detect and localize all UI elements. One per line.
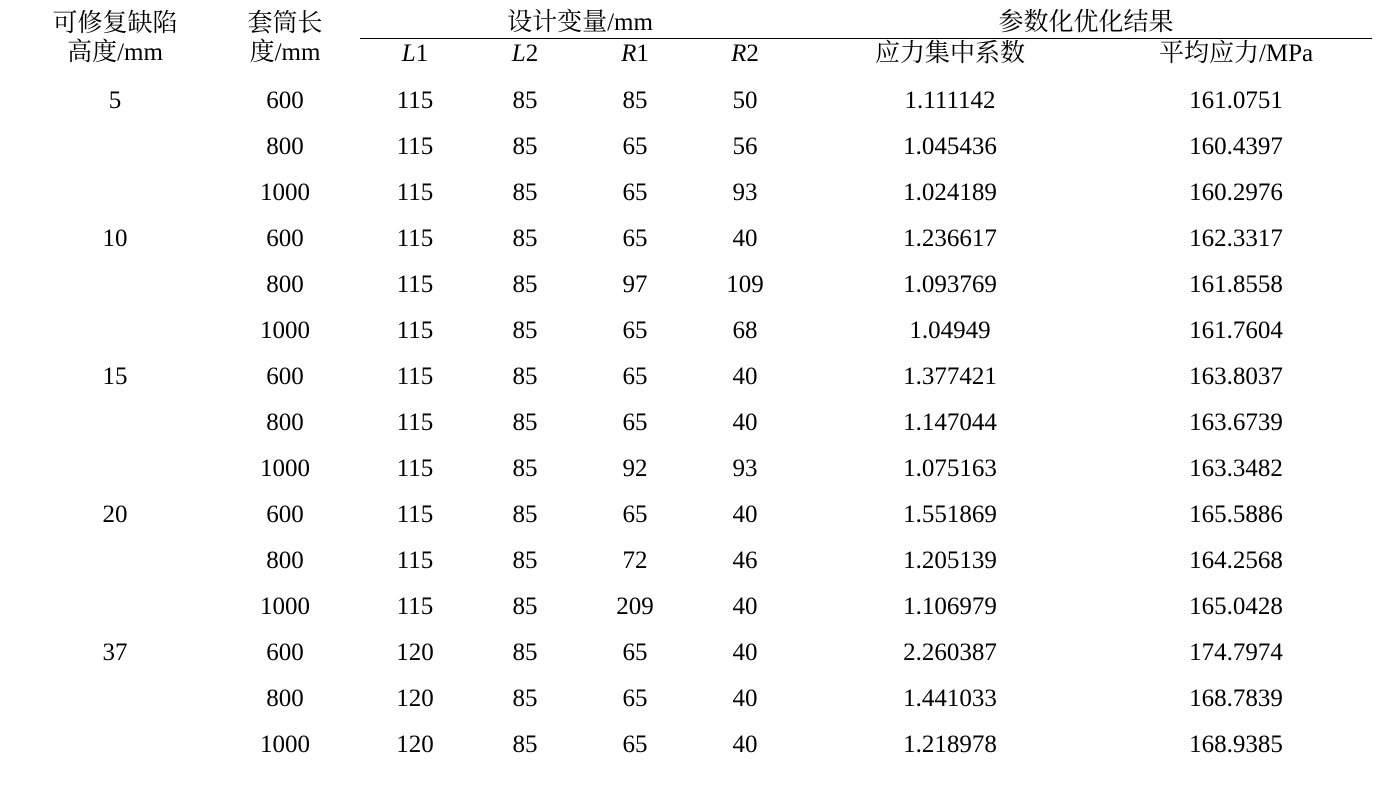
table-row xyxy=(20,308,1372,354)
cell-L1: 120 xyxy=(396,639,434,667)
cell-L2: 85 xyxy=(512,547,538,575)
cell-L2: 85 xyxy=(512,87,538,115)
cell-L2: 85 xyxy=(512,639,538,667)
cell-sleeve-length: 600 xyxy=(266,87,304,115)
cell-R1: 65 xyxy=(622,363,648,391)
cell-defect-height: 37 xyxy=(102,639,128,667)
cell-average-stress: 174.7974 xyxy=(1189,639,1283,667)
cell-L1: 115 xyxy=(396,179,434,207)
table-row xyxy=(20,446,1372,492)
cell-sleeve-length: 800 xyxy=(266,685,304,713)
cell-L2: 85 xyxy=(512,409,538,437)
cell-stress-concentration: 1.111142 xyxy=(904,87,996,115)
cell-average-stress: 160.2976 xyxy=(1189,179,1283,207)
table-row xyxy=(20,630,1372,676)
cell-average-stress: 168.9385 xyxy=(1189,731,1283,759)
cell-L2: 85 xyxy=(512,363,538,391)
cell-defect-height: 5 xyxy=(108,87,122,115)
cell-sleeve-length: 1000 xyxy=(260,593,310,621)
cell-L1: 120 xyxy=(396,685,434,713)
cell-stress-concentration: 1.075163 xyxy=(903,455,997,483)
cell-R1: 65 xyxy=(622,501,648,529)
cell-defect-height: 20 xyxy=(102,501,128,529)
cell-stress-concentration: 1.04949 xyxy=(909,317,991,345)
cell-R2: 40 xyxy=(732,501,758,529)
cell-sleeve-length: 1000 xyxy=(260,731,310,759)
cell-defect-height xyxy=(20,308,210,354)
cell-R2: 93 xyxy=(732,179,758,207)
table-row xyxy=(20,676,1372,722)
cell-L2: 85 xyxy=(512,271,538,299)
table-row xyxy=(20,262,1372,308)
cell-L2: 85 xyxy=(512,225,538,253)
header-L2-index: 2 xyxy=(525,39,539,67)
header-defect-height-line2: 高度/mm xyxy=(67,39,163,66)
cell-defect-height xyxy=(20,538,210,584)
header-body-gap xyxy=(20,68,1372,78)
table-row xyxy=(20,170,1372,216)
header-sleeve-length-line2: 度/mm xyxy=(249,39,321,66)
cell-average-stress: 160.4397 xyxy=(1189,133,1283,161)
header-R2-symbol: R xyxy=(731,39,747,67)
cell-L1: 115 xyxy=(396,271,434,299)
cell-L1: 115 xyxy=(396,317,434,345)
header-group-optimization-results: 参数化优化结果 xyxy=(800,8,1372,38)
cell-average-stress: 165.0428 xyxy=(1189,593,1283,621)
cell-stress-concentration: 1.024189 xyxy=(903,179,997,207)
spacer-cell xyxy=(20,68,1372,78)
cell-average-stress: 161.0751 xyxy=(1189,87,1283,115)
cell-R1: 65 xyxy=(622,179,648,207)
cell-average-stress: 161.8558 xyxy=(1189,271,1283,299)
cell-L1: 115 xyxy=(396,225,434,253)
cell-sleeve-length: 800 xyxy=(266,547,304,575)
cell-defect-height xyxy=(20,262,210,308)
header-R2 xyxy=(690,38,800,68)
cell-L1: 115 xyxy=(396,501,434,529)
cell-R1: 65 xyxy=(622,133,648,161)
table-body xyxy=(20,68,1372,768)
cell-R1: 209 xyxy=(616,593,654,621)
cell-R2: 40 xyxy=(732,593,758,621)
cell-R1: 85 xyxy=(622,87,648,115)
cell-L1: 115 xyxy=(396,133,434,161)
cell-R2: 68 xyxy=(732,317,758,345)
table-row xyxy=(20,492,1372,538)
cell-L1: 120 xyxy=(396,731,434,759)
cell-sleeve-length: 600 xyxy=(266,363,304,391)
table-container xyxy=(0,8,1392,768)
cell-stress-concentration: 1.106979 xyxy=(903,593,997,621)
cell-sleeve-length: 1000 xyxy=(260,455,310,483)
header-sleeve-length xyxy=(210,8,360,68)
header-group-row xyxy=(20,8,1372,38)
header-defect-height xyxy=(20,8,210,68)
cell-L1: 115 xyxy=(396,363,434,391)
cell-stress-concentration: 1.441033 xyxy=(903,685,997,713)
cell-stress-concentration: 1.218978 xyxy=(903,731,997,759)
cell-L1: 115 xyxy=(396,593,434,621)
cell-stress-concentration: 2.260387 xyxy=(903,639,997,667)
cell-L2: 85 xyxy=(512,455,538,483)
cell-defect-height xyxy=(20,170,210,216)
table-row xyxy=(20,400,1372,446)
cell-stress-concentration: 1.045436 xyxy=(903,133,997,161)
table-row xyxy=(20,354,1372,400)
cell-R1: 65 xyxy=(622,225,648,253)
cell-stress-concentration: 1.551869 xyxy=(903,501,997,529)
cell-sleeve-length: 600 xyxy=(266,501,304,529)
cell-average-stress: 162.3317 xyxy=(1189,225,1283,253)
cell-defect-height xyxy=(20,400,210,446)
cell-defect-height: 10 xyxy=(102,225,128,253)
cell-R1: 65 xyxy=(622,409,648,437)
cell-stress-concentration: 1.377421 xyxy=(903,363,997,391)
cell-L1: 115 xyxy=(396,87,434,115)
header-L2-symbol: L xyxy=(511,39,526,67)
cell-sleeve-length: 800 xyxy=(266,133,304,161)
cell-L2: 85 xyxy=(512,501,538,529)
cell-stress-concentration: 1.147044 xyxy=(903,409,997,437)
cell-R2: 40 xyxy=(732,731,758,759)
cell-defect-height: 15 xyxy=(102,363,128,391)
table-header xyxy=(20,8,1372,68)
cell-R2: 40 xyxy=(732,639,758,667)
parametric-optimization-table xyxy=(20,8,1372,768)
cell-L1: 115 xyxy=(396,547,434,575)
cell-sleeve-length: 800 xyxy=(266,271,304,299)
table-row xyxy=(20,584,1372,630)
cell-R1: 65 xyxy=(622,685,648,713)
header-R2-index: 2 xyxy=(746,39,759,67)
cell-L2: 85 xyxy=(512,593,538,621)
cell-average-stress: 163.8037 xyxy=(1189,363,1283,391)
cell-R2: 93 xyxy=(732,455,758,483)
cell-R1: 65 xyxy=(622,639,648,667)
cell-R1: 65 xyxy=(622,317,648,345)
cell-R1: 92 xyxy=(622,455,648,483)
cell-stress-concentration: 1.093769 xyxy=(903,271,997,299)
header-stress-concentration: 应力集中系数 xyxy=(875,39,1026,67)
cell-sleeve-length: 800 xyxy=(266,409,304,437)
cell-sleeve-length: 600 xyxy=(266,639,304,667)
cell-average-stress: 168.7839 xyxy=(1189,685,1283,713)
cell-R2: 40 xyxy=(732,225,758,253)
cell-defect-height xyxy=(20,446,210,492)
cell-R2: 56 xyxy=(732,133,758,161)
cell-L2: 85 xyxy=(512,317,538,345)
cell-L2: 85 xyxy=(512,133,538,161)
cell-L2: 85 xyxy=(512,685,538,713)
cell-R2: 40 xyxy=(732,685,758,713)
header-L1-symbol: L xyxy=(401,39,416,67)
cell-sleeve-length: 600 xyxy=(266,225,304,253)
table-row xyxy=(20,722,1372,768)
header-average-stress: 平均应力/MPa xyxy=(1158,39,1314,67)
header-group-design-variables: 设计变量/mm xyxy=(360,8,800,38)
cell-average-stress: 165.5886 xyxy=(1189,501,1283,529)
cell-R2: 40 xyxy=(732,409,758,437)
cell-average-stress: 163.6739 xyxy=(1189,409,1283,437)
cell-L1: 115 xyxy=(396,455,434,483)
header-L1 xyxy=(360,38,470,68)
header-sleeve-length-line1: 套筒长 xyxy=(247,9,323,37)
cell-sleeve-length: 1000 xyxy=(260,317,310,345)
cell-defect-height xyxy=(20,722,210,768)
cell-R2: 46 xyxy=(732,547,758,575)
header-L1-index: 1 xyxy=(415,39,429,67)
cell-L1: 115 xyxy=(396,409,434,437)
cell-sleeve-length: 1000 xyxy=(260,179,310,207)
table-row xyxy=(20,124,1372,170)
table-row xyxy=(20,538,1372,584)
table-row xyxy=(20,78,1372,124)
cell-L2: 85 xyxy=(512,179,538,207)
cell-R1: 97 xyxy=(622,271,648,299)
header-R1 xyxy=(580,38,690,68)
table-row xyxy=(20,216,1372,262)
header-L2 xyxy=(470,38,580,68)
cell-R2: 109 xyxy=(726,271,764,299)
cell-defect-height xyxy=(20,124,210,170)
cell-stress-concentration: 1.236617 xyxy=(903,225,997,253)
cell-average-stress: 161.7604 xyxy=(1189,317,1283,345)
cell-R1: 65 xyxy=(622,731,648,759)
header-R1-index: 1 xyxy=(636,39,649,67)
cell-stress-concentration: 1.205139 xyxy=(903,547,997,575)
cell-defect-height xyxy=(20,584,210,630)
header-R1-symbol: R xyxy=(621,39,637,67)
header-defect-height-line1: 可修复缺陷 xyxy=(52,9,178,37)
cell-average-stress: 164.2568 xyxy=(1189,547,1283,575)
cell-R2: 40 xyxy=(732,363,758,391)
cell-average-stress: 163.3482 xyxy=(1189,455,1283,483)
cell-L2: 85 xyxy=(512,731,538,759)
cell-R2: 50 xyxy=(732,87,758,115)
cell-R1: 72 xyxy=(622,547,648,575)
cell-defect-height xyxy=(20,676,210,722)
